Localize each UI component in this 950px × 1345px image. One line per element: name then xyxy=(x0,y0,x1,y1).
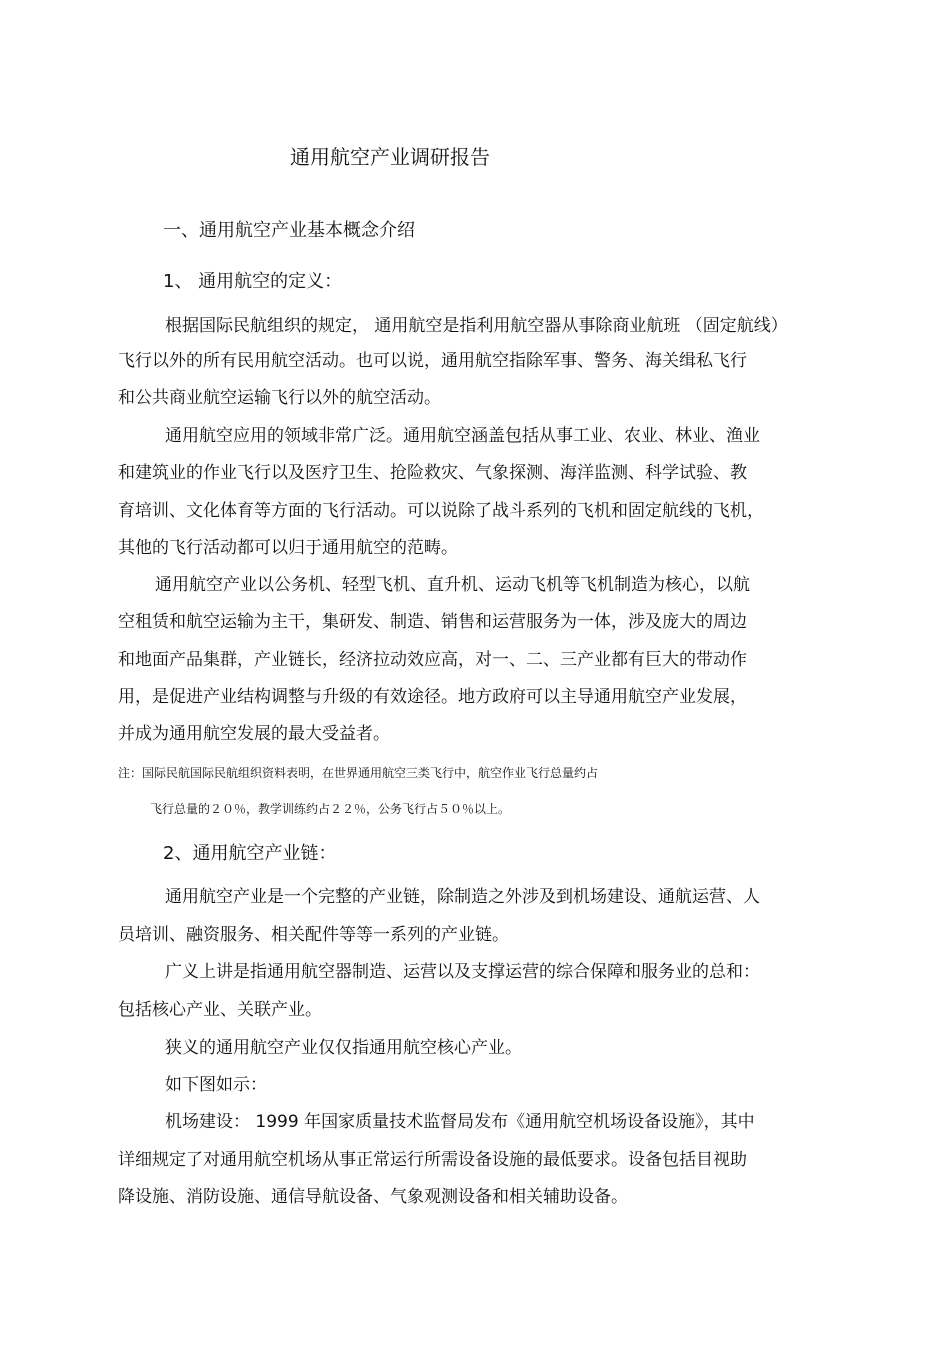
paragraph-line: 并成为通用航空发展的最大受益者。 xyxy=(118,724,390,744)
paragraph-line: 如下图如示： xyxy=(165,1075,267,1095)
paragraph-line: 根据国际民航组织的规定， 通用航空是指利用航空器从事除商业航班 （固定航线） xyxy=(165,316,788,336)
page-title: 通用航空产业调研报告 xyxy=(290,145,490,169)
paragraph-line: 和地面产品集群，产业链长，经济拉动效应高，对一、二、三产业都有巨大的带动作 xyxy=(118,650,747,670)
section-heading: 一、通用航空产业基本概念介绍 xyxy=(163,220,415,241)
footnote-line: 飞行总量的２０％，教学训练约占２２％，公务飞行占５０％以上。 xyxy=(150,802,511,816)
footnote-line: 注：国际民航国际民航组织资料表明，在世界通用航空三类飞行中，航空作业飞行总量约占 xyxy=(118,766,599,780)
subsection-heading: 2、通用航空产业链： xyxy=(163,843,337,864)
paragraph-line: 降设施、消防设施、通信导航设备、气象观测设备和相关辅助设备。 xyxy=(118,1187,628,1207)
paragraph-line: 员培训、融资服务、相关配件等等一系列的产业链。 xyxy=(118,925,509,945)
paragraph-line: 和建筑业的作业飞行以及医疗卫生、抢险救灾、气象探测、海洋监测、科学试验、教 xyxy=(118,463,747,483)
paragraph-line: 其他的飞行活动都可以归于通用航空的范畴。 xyxy=(118,538,458,558)
paragraph-line: 通用航空产业是一个完整的产业链，除制造之外涉及到机场建设、通航运营、人 xyxy=(165,887,760,907)
paragraph-line: 空租赁和航空运输为主干，集研发、制造、销售和运营服务为一体，涉及庞大的周边 xyxy=(118,612,747,632)
paragraph-line: 广义上讲是指通用航空器制造、运营以及支撑运营的综合保障和服务业的总和： xyxy=(165,962,760,982)
paragraph-line: 狭义的通用航空产业仅仅指通用航空核心产业。 xyxy=(165,1038,522,1058)
paragraph-line: 和公共商业航空运输飞行以外的航空活动。 xyxy=(118,388,441,408)
paragraph-line: 机场建设： 1999 年国家质量技术监督局发布《通用航空机场设备设施》，其中 xyxy=(165,1112,755,1132)
paragraph-line: 育培训、文化体育等方面的飞行活动。可以说除了战斗系列的飞机和固定航线的飞机， xyxy=(118,501,764,521)
paragraph-line: 通用航空产业以公务机、轻型飞机、直升机、运动飞机等飞机制造为核心，以航 xyxy=(155,575,750,595)
subsection-heading: 1、 通用航空的定义： xyxy=(163,271,343,292)
paragraph-line: 包括核心产业、关联产业。 xyxy=(118,1000,322,1020)
paragraph-line: 通用航空应用的领域非常广泛。通用航空涵盖包括从事工业、农业、林业、渔业 xyxy=(165,426,760,446)
paragraph-line: 飞行以外的所有民用航空活动。也可以说，通用航空指除军事、警务、海关缉私飞行 xyxy=(118,351,747,371)
paragraph-line: 用，是促进产业结构调整与升级的有效途径。地方政府可以主导通用航空产业发展， xyxy=(118,687,747,707)
paragraph-line: 详细规定了对通用航空机场从事正常运行所需设备设施的最低要求。设备包括目视助 xyxy=(118,1150,747,1170)
